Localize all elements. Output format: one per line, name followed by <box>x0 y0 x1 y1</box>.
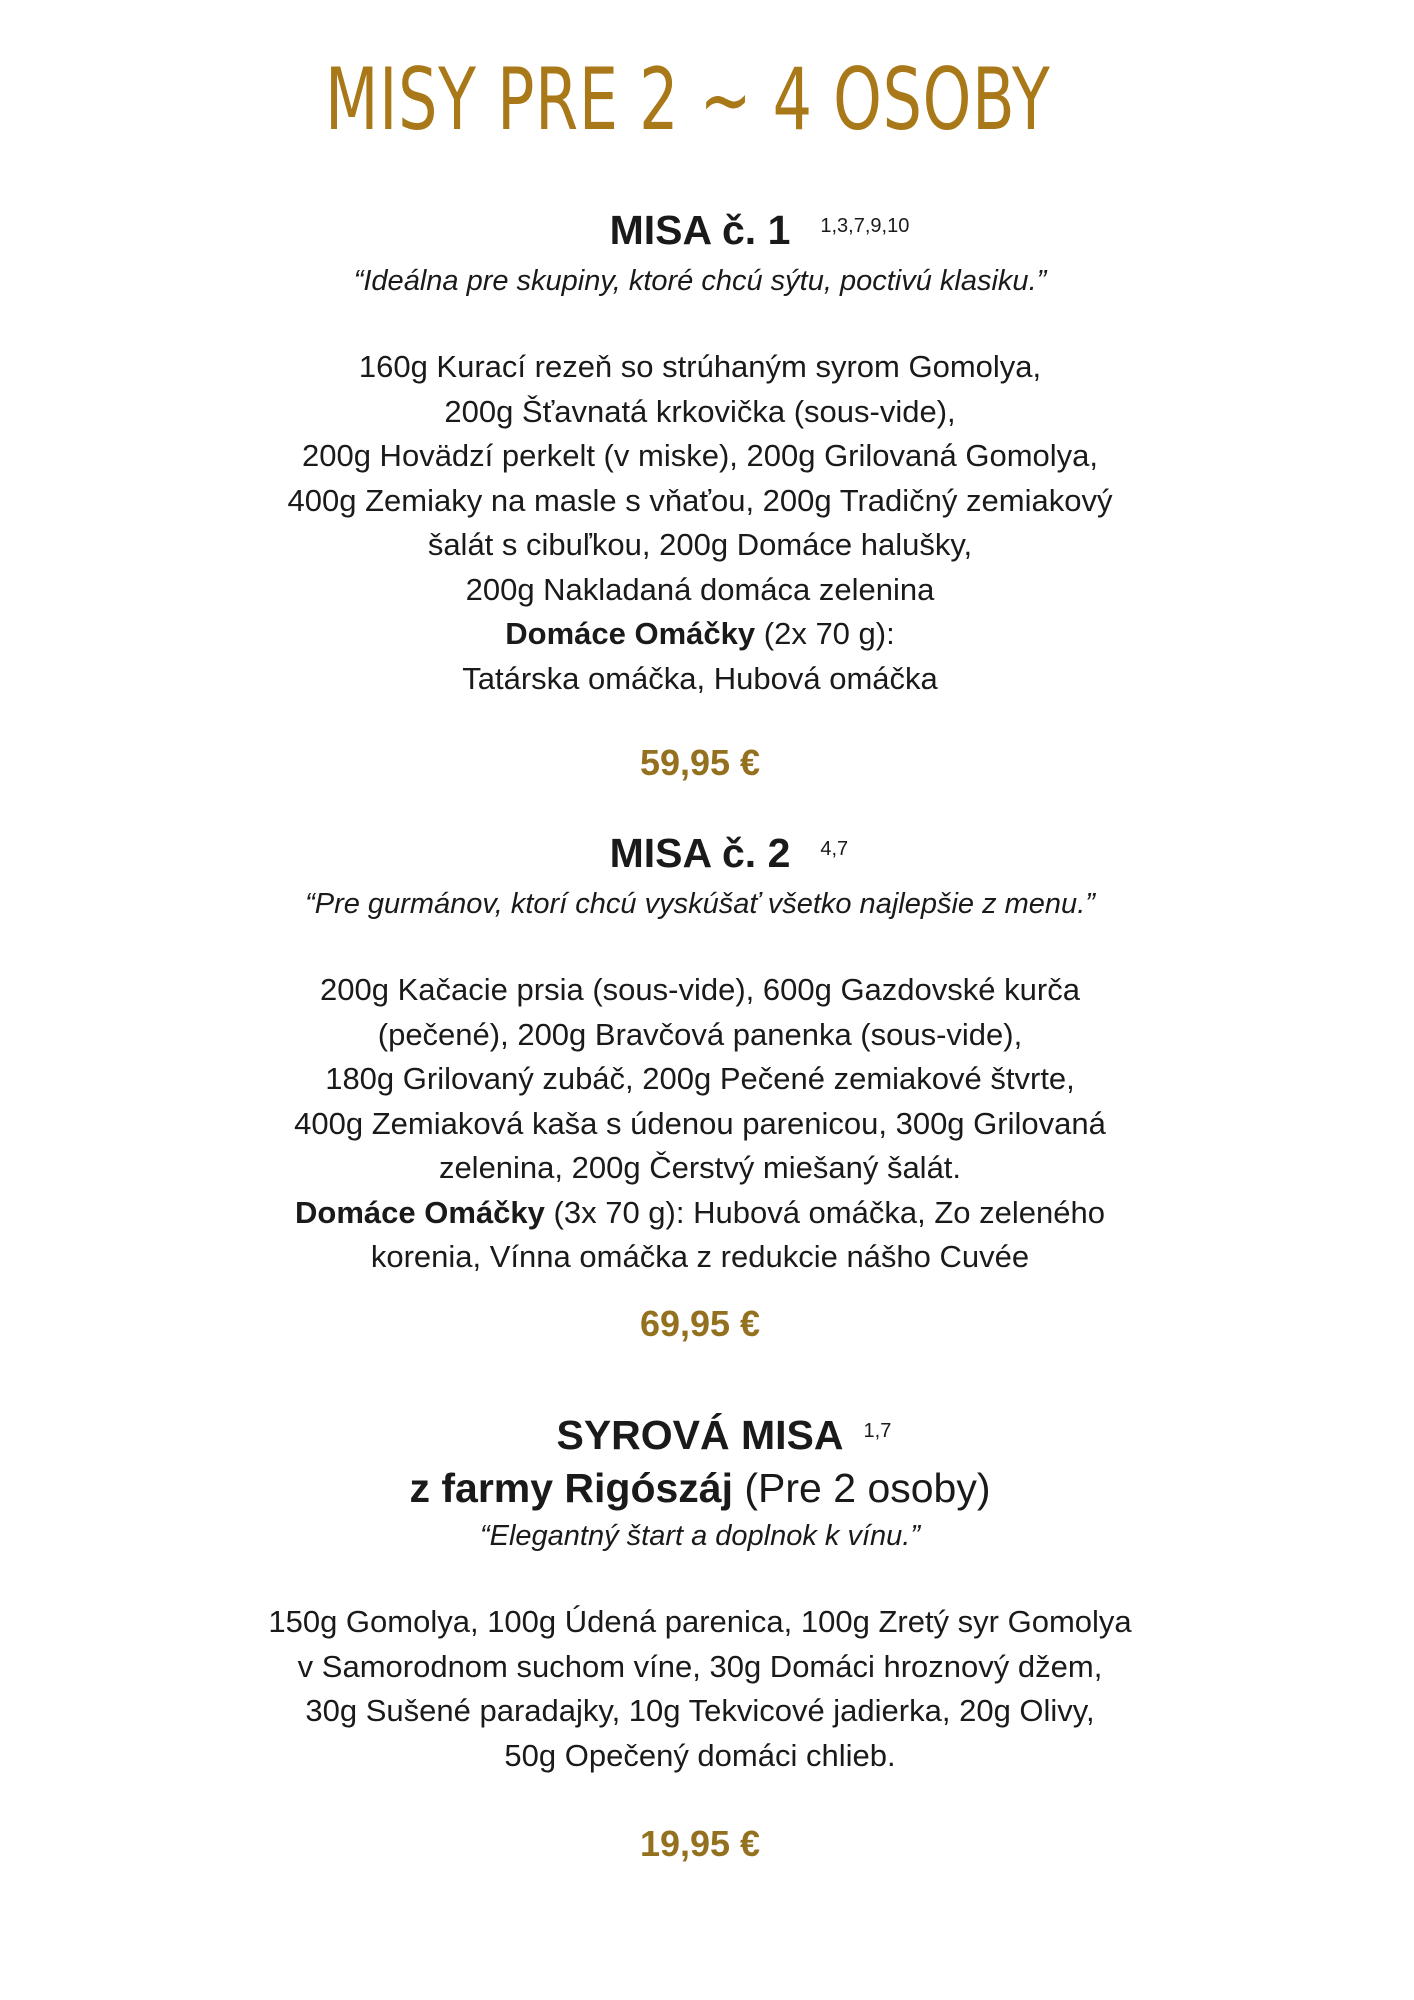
misa-2-line: zelenina, 200g Čerstvý miešaný šalát. <box>438 1150 962 1185</box>
sauce-label: Domáce Omáčky <box>505 616 756 651</box>
page-title: MISY PRE 2 ~ 4 OSOBY <box>325 50 1051 150</box>
syrova-misa-section <box>200 1410 1200 1866</box>
misa-1-allergens: 1,3,7,9,10 <box>820 215 910 237</box>
misa-1-line: 160g Kurací rezeň so strúhaným syrom Gomolya, <box>358 349 1042 384</box>
misa-1-line: 200g Nakladaná domáca zelenina <box>465 571 935 607</box>
misa-1-price: 59,95 € <box>639 742 761 783</box>
misa-2-price: 69,95 € <box>639 1302 761 1344</box>
misa-2-line: 400g Zemiaková kaša s údenou parenicou, 300g Grilovaná <box>294 1105 1106 1141</box>
sauce-rest: (3x 70 g): Hubová omáčka, Zo zeleného <box>544 1194 1105 1230</box>
misa-1-line: 400g Zemiaky na masle s vňaťou, 200g Tradičný zemiakový <box>287 482 1113 518</box>
misa-2-sauce-heading <box>200 1191 1200 1236</box>
misa-1-heading <box>609 205 910 255</box>
misa-1-tagline: “Ideálna pre skupiny, ktoré chcú sýtu, poctivú klasiku.” <box>353 265 1047 297</box>
syrova-misa-line: 150g Gomolya, 100g Údená parenica, 100g Zretý syr Gomolya <box>268 1604 1132 1639</box>
misa-2-description <box>200 968 1200 1280</box>
syrova-misa-description <box>200 1600 1200 1778</box>
portion-note: (Pre 2 osoby) <box>733 1465 991 1511</box>
misa-2-tagline: “Pre gurmánov, ktorí chcú vyskúšať všetko najlepšie z menu.” <box>305 888 1095 920</box>
misa-2-allergens: 4,7 <box>820 838 849 860</box>
misa-2-heading <box>609 828 849 878</box>
sauce-qty: (2x 70 g): <box>755 616 895 651</box>
misa-1-section <box>200 205 1200 785</box>
syrova-misa-line: v Samorodnom suchom víne, 30g Domáci hroznový džem, <box>297 1648 1103 1684</box>
syrova-misa-tagline: “Elegantný štart a doplnok k vínu.” <box>479 1520 921 1552</box>
misa-1-line: 200g Hovädzí perkelt (v miske), 200g Grilovaná Gomolya, <box>301 438 1099 473</box>
misa-2-sauce-list: korenia, Vínna omáčka z redukcie nášho Cuvée <box>370 1239 1030 1274</box>
syrova-misa-line: 50g Opečený domáci chlieb. <box>504 1737 896 1773</box>
misa-2-section <box>200 828 1200 1346</box>
misa-1-sauce-heading <box>200 612 1200 657</box>
misa-2-name: MISA č. 2 <box>609 830 791 876</box>
syrova-misa-allergens: 1,7 <box>863 1420 892 1442</box>
sauce-label: Domáce Omáčky <box>295 1194 545 1230</box>
misa-2-line: (pečené), 200g Bravčová panenka (sous-vide), <box>377 1016 1023 1052</box>
misa-1-line: šalát s cibuľkou, 200g Domáce halušky, <box>427 527 973 562</box>
misa-1-name: MISA č. 1 <box>609 207 791 253</box>
syrova-misa-name: SYROVÁ MISA <box>556 1412 844 1458</box>
misa-2-line: 200g Kačacie prsia (sous-vide), 600g Gazdovské kurča <box>320 972 1080 1007</box>
misa-1-line: 200g Šťavnatá krkovička (sous-vide), <box>444 393 956 429</box>
syrova-misa-subtitle <box>200 1460 1200 1516</box>
misa-1-description <box>200 345 1200 701</box>
syrova-misa-price: 19,95 € <box>639 1823 761 1864</box>
misa-2-line: 180g Grilovaný zubáč, 200g Pečené zemiakové štvrte, <box>325 1061 1075 1096</box>
syrova-misa-line: 30g Sušené paradajky, 10g Tekvicové jadierka, 20g Olivy, <box>305 1693 1095 1728</box>
misa-1-sauce-list: Tatárska omáčka, Hubová omáčka <box>462 660 938 696</box>
syrova-misa-heading <box>556 1410 892 1460</box>
farm-name: z farmy Rigószáj <box>409 1465 734 1511</box>
